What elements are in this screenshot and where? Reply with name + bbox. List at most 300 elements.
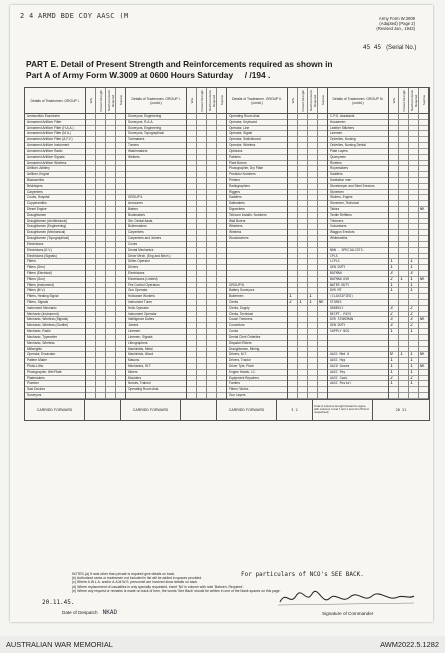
count-cell: 1 <box>399 277 408 283</box>
count-cell: 1 <box>409 277 418 283</box>
trade-cell: Dispatch Riders <box>227 341 287 347</box>
trade-cell: Pattern Maker <box>25 358 85 364</box>
trade-cell: BATMAN DVR <box>328 277 388 283</box>
trade-cell: Holloware Workers <box>126 294 186 300</box>
count-cell: 2 <box>288 300 297 306</box>
count-cell: 1 <box>409 288 418 294</box>
count-header-text: Posted Strength <box>401 89 406 112</box>
count-cell: 1 <box>389 358 398 364</box>
trade-cell: Mechanic, Wireless (Signals) <box>25 317 85 323</box>
trade-cell: Linemen <box>328 131 388 137</box>
trade-cell: Photographer, Wet Plate <box>25 370 85 376</box>
count-column <box>389 88 399 399</box>
trade-cell: Painters <box>227 155 287 161</box>
count-header <box>106 88 115 114</box>
trade-cell: Artificer, Artillery <box>25 166 85 172</box>
trade-cell: (CLASSIFIED) <box>328 294 388 300</box>
trade-cell: AASC Cook <box>328 376 388 382</box>
trade-cell: Turners <box>126 143 186 149</box>
trade-cell: Drivers, M.T. <box>227 352 287 358</box>
count-cell: 1 <box>409 265 418 271</box>
trade-cell: Bootmakers <box>126 213 186 219</box>
trade-cell: Watchmakers <box>126 149 186 155</box>
trade-cell: Draughtsmen (Architectural) <box>25 219 85 225</box>
trade-cell: Operator, Wireless <box>227 143 287 149</box>
trade-cell: Instrument Tuner <box>126 300 186 306</box>
title-line-2: Part A of Army Form W.3009 at 0600 Hours Saturday <box>26 70 234 80</box>
count-cell: 3 <box>409 317 418 323</box>
trade-cell: Operator, Switchboard <box>227 137 287 143</box>
trade-cell: Instrument Mechanic <box>25 306 85 312</box>
count-cell: 3 <box>389 271 398 277</box>
trade-cell: GEN DUTY <box>328 323 388 329</box>
count-cell: 1 <box>308 294 317 300</box>
trade-cell: Cooks, Hospital <box>25 195 85 201</box>
trade-cell: Operator, Excavator <box>25 352 85 358</box>
form-ref-line: (Adapted) (Page 2) <box>379 21 415 26</box>
trade-cell: Intelligence Duties <box>126 317 186 323</box>
details-header: Details of Tradesmen. GROUP I. <box>25 88 85 114</box>
trade-cell: Opticians <box>227 149 287 155</box>
count-cell <box>86 393 95 399</box>
trade-cell: Fitters (Gun) <box>25 277 85 283</box>
trade-cell: Saw Doctors <box>25 387 85 393</box>
count-header <box>399 88 408 114</box>
count-cell: 3 <box>389 306 398 312</box>
count-header <box>187 88 196 114</box>
trade-cell: Draughtsmen (Engineering) <box>25 224 85 230</box>
trade-cell: Fitters, Heating Signal <box>25 294 85 300</box>
trade-cell: WATER DUTY <box>328 283 388 289</box>
trade-cell: Drivers <box>126 265 186 271</box>
signature-label: Signature of Commander <box>322 611 374 616</box>
count-header <box>389 88 398 114</box>
trade-cell: Bakers <box>126 207 186 213</box>
trade-cell: Telecom Installn. Numbers <box>227 213 287 219</box>
trade-cell: Nurses, Trained <box>126 381 186 387</box>
trade-cell: Driller-Operator <box>126 259 186 265</box>
trade-cell: Quarrymen <box>328 155 388 161</box>
trade-cell: Leather Stitchers <box>328 126 388 132</box>
trade-cell: Armament Artificer Fitter <box>25 120 85 126</box>
trade-cell: Radiographers <box>227 184 287 190</box>
count-header-text: Surplus <box>320 95 325 106</box>
trade-cell: Draughtsmen (Mechanical) <box>25 230 85 236</box>
trade-cell: Tailors <box>328 207 388 213</box>
count-cell: NR <box>419 317 428 323</box>
trade-cell: Wall Borers <box>227 219 287 225</box>
trade-cell: Predictor Numbers <box>227 172 287 178</box>
trade-cell: Plate Layers <box>328 149 388 155</box>
trade-cell: Whitesmiths <box>328 236 388 242</box>
count-column <box>187 88 197 399</box>
trade-cell: Lithographers <box>126 341 186 347</box>
trade-cell: Battery Surveyors <box>227 288 287 294</box>
count-cell: 1 <box>389 265 398 271</box>
count-column <box>116 88 126 399</box>
trade-cell: Bricklayers <box>25 184 85 190</box>
count-cell: 1 <box>288 294 297 300</box>
trade-cell: Gun Layers <box>227 393 287 399</box>
count-column <box>288 88 298 399</box>
trade-cell: DVR MT <box>328 288 388 294</box>
trade-cell: Sanitation men <box>328 178 388 184</box>
trade-cell: Draughtsmen (Topographical) <box>25 236 85 242</box>
trade-cell: Welders <box>126 155 186 161</box>
count-cell: 2 <box>409 376 418 382</box>
trade-cell: Mechanic (Instrument) <box>25 312 85 318</box>
trade-cell: Fitters (M.V.) <box>25 288 85 294</box>
count-cell: 1 <box>409 352 418 358</box>
count-header <box>207 88 216 114</box>
count-column <box>197 88 207 399</box>
trade-cell: GEN DUTY <box>328 265 388 271</box>
count-cell: NR <box>419 207 428 213</box>
count-cell <box>298 393 307 399</box>
count-cell: NR <box>419 277 428 283</box>
trade-cell: Concretors <box>227 323 287 329</box>
trade-cell: Moulders <box>126 376 186 382</box>
trade-cell: Wireless <box>227 230 287 236</box>
count-header-text: Surplus <box>118 95 123 106</box>
count-header-text: Reinforcements Required <box>409 90 418 112</box>
trade-cell: Storekeeper and Steel Erectors <box>328 184 388 190</box>
trade-cell: Farriers <box>227 381 287 387</box>
count-cell: NR <box>419 364 428 370</box>
carried-label: CARRIED FORWARD <box>217 400 277 420</box>
trade-cell: C.P.O. Assistants <box>328 114 388 120</box>
trade-cell: Plant Borers <box>227 161 287 167</box>
count-header <box>217 88 226 114</box>
trade-cell: Driver Mech. (Eng and Mech.) <box>126 254 186 260</box>
count-cell <box>409 393 418 399</box>
count-cell <box>419 393 428 399</box>
trade-cell: Plumber <box>25 381 85 387</box>
count-cell: 1 <box>409 370 418 376</box>
handwritten-signature <box>276 588 416 608</box>
trade-cell: LCPLS <box>328 259 388 265</box>
details-column <box>25 88 86 399</box>
count-cell: 3 <box>409 271 418 277</box>
trade-cell: Wheelers <box>227 224 287 230</box>
trade-cell: Vulcanisers <box>328 224 388 230</box>
trade-cell: Fitters (Gen) <box>25 265 85 271</box>
count-header-text: Reinforcements Required <box>207 90 216 112</box>
count-cell: 3 <box>389 323 398 329</box>
form-ref-line: Army Form W.3009 <box>378 16 415 21</box>
trade-cell: STORES <box>328 300 388 306</box>
count-column <box>318 88 328 399</box>
trade-cell: Fire Control Operators <box>126 283 186 289</box>
trade-cell: Linemen <box>126 329 186 335</box>
trade-cell: Draughtsmen <box>25 213 85 219</box>
count-column <box>86 88 96 399</box>
count-header-text: Posted Strength <box>98 89 103 112</box>
count-cell <box>96 393 105 399</box>
trade-cell: Boilermen <box>227 294 287 300</box>
carried-label: CARRIED FORWARD <box>121 400 181 420</box>
count-cell: NR <box>419 352 428 358</box>
form-ref-line: (Revised Jan., 1943) <box>376 26 415 31</box>
trade-cell: Operator, Keyboard <box>227 120 287 126</box>
trade-cell: Armament Artificer Wireless <box>25 161 85 167</box>
trade-cell: Orderlies, Nursing Dental <box>328 143 388 149</box>
trade-cell: AASC Pay <box>328 370 388 376</box>
count-header <box>318 88 327 114</box>
trade-cell: Surveyors, Topographical <box>126 131 186 137</box>
trade-cell: Fitters, Signals <box>25 300 85 306</box>
count-cell: 1 <box>389 288 398 294</box>
trade-cell: Storemen <box>328 190 388 196</box>
trade-cell: Carpenters and Joiners <box>126 236 186 242</box>
trade-cell: Boilermakers <box>126 224 186 230</box>
trade-cell: Masons <box>126 358 186 364</box>
trade-cell: Surveyors, Engineering <box>126 126 186 132</box>
trade-cell: Ammunition Examiners <box>25 114 85 120</box>
count-cell: 1 <box>409 364 418 370</box>
count-header <box>288 88 297 114</box>
trade-cell: Stokers, Engine <box>328 195 388 201</box>
trade-cell: Drivers, Tractor <box>227 358 287 364</box>
trade-cell: Woodworkers <box>227 236 287 242</box>
trade-cell: Diesel Engine <box>25 207 85 213</box>
count-column <box>308 88 318 399</box>
count-cell: 2 <box>389 376 398 382</box>
trade-cell: Electricians <box>126 271 186 277</box>
trade-cell: Fitters (Instrument) <box>25 283 85 289</box>
details-header: Details of Tradesmen. GROUP III. (contd.) <box>328 88 388 114</box>
despatch-value: NKAD <box>102 609 118 616</box>
trade-cell: Textile Refitters <box>328 213 388 219</box>
trade-cell: Millwrights <box>25 347 85 353</box>
remarks: For particulars of NCO's SEE BACK. <box>241 571 364 578</box>
trade-cell: Orderlies, Nursing <box>328 137 388 143</box>
carried-blank <box>85 400 121 420</box>
count-header-text: W.E. <box>88 97 93 104</box>
count-column <box>399 88 409 399</box>
trade-cell: AASC Postal <box>328 381 388 387</box>
trade-cell: SUPPLY NCO <box>328 329 388 335</box>
count-cell: 1 <box>409 358 418 364</box>
archive-name: AUSTRALIAN WAR MEMORIAL <box>6 640 113 649</box>
unit-name: 2 4 ARMD BDE COY AASC (M <box>20 12 129 20</box>
trade-cell: Engine Hands, I.C. <box>227 370 287 376</box>
trade-cell: Photographer, Dry Plate <box>227 166 287 172</box>
trade-cell: CPLS <box>328 254 388 260</box>
count-cell: 1 <box>389 329 398 335</box>
trade-cell: Clerks, Supply <box>227 306 287 312</box>
trade-cell: Miners <box>126 370 186 376</box>
trade-cell: Storemen, Technical <box>328 201 388 207</box>
trade-cell: Armament Artificer Radio <box>25 149 85 155</box>
count-header-text: Posted Strength <box>199 89 204 112</box>
details-column <box>126 88 187 399</box>
trade-cell: Armament Artificer Fitter (H.A.A.) <box>25 126 85 132</box>
count-cell <box>308 393 317 399</box>
carried-values-col4: 28 21 <box>395 407 407 412</box>
trade-cell: Surveyors <box>25 393 85 399</box>
trade-cell: Electricians (Limited) <box>126 277 186 283</box>
details-column <box>227 88 288 399</box>
trade-cell: Machinists, Wood <box>126 352 186 358</box>
count-cell <box>116 393 125 399</box>
count-cell: NR <box>318 300 327 306</box>
count-header-text: Surplus <box>421 95 426 106</box>
table-columns <box>25 88 429 399</box>
strength-table <box>24 87 430 421</box>
count-column <box>419 88 429 399</box>
trade-cell: Mechanic, Typewriter <box>25 335 85 341</box>
trade-cell: Armament Artificer Signals <box>25 155 85 161</box>
trade-cell: RECPT. PAYS <box>328 312 388 318</box>
count-column <box>106 88 116 399</box>
archive-footer <box>0 636 445 653</box>
count-header-text: W.E. <box>189 97 194 104</box>
total-note: Total of columns brought forward to agree with columns 4 and 7 and 1 and 10 of Part A respectively <box>313 400 373 420</box>
count-cell <box>399 393 408 399</box>
carried-values-col3: 3 2 <box>277 400 313 420</box>
trade-cell: Dental Mechanics <box>126 248 186 254</box>
trade-cell: Equipment Repairers <box>227 376 287 382</box>
trade-cell: Coach Trimmers <box>227 317 287 323</box>
count-cell: 1 <box>298 300 307 306</box>
trade-cell: Riggers <box>227 190 287 196</box>
count-cell <box>217 393 226 399</box>
count-cell: 1 <box>308 300 317 306</box>
count-cell: 2 <box>389 277 398 283</box>
trade-cell: Saddlers <box>227 195 287 201</box>
trade-cell: Mechanic, Radio <box>25 329 85 335</box>
trade-cell: Blacksmiths <box>25 178 85 184</box>
count-cell: 1 <box>389 259 398 265</box>
count-header <box>308 88 317 114</box>
serial-label: (Serial No.) <box>386 45 417 51</box>
count-cell <box>197 393 206 399</box>
count-cell <box>207 393 216 399</box>
details-column <box>328 88 389 399</box>
count-column <box>217 88 227 399</box>
trade-cell: Instrument Operator <box>126 312 186 318</box>
trade-cell: Electricians <box>25 242 85 248</box>
trade-cell: ORDERLY <box>328 306 388 312</box>
details-header: Details of Tradesmen. GROUP II. (contd.) <box>227 88 287 114</box>
count-header-text: W.E. <box>391 97 396 104</box>
trade-cell: Clerks, Technical <box>227 312 287 318</box>
count-cell: 2 <box>409 312 418 318</box>
count-header-text: Surplus <box>219 95 224 106</box>
trade-cell: Signwriters <box>227 207 287 213</box>
count-cell <box>318 393 327 399</box>
trade-cell: Sailmakers <box>227 201 287 207</box>
trade-cell: Armament Artificer Instrument <box>25 143 85 149</box>
form-sheet <box>10 5 433 622</box>
trade-cell: Dental Clerk Orderlies <box>227 335 287 341</box>
trade-cell: AACO Gnoem <box>328 364 388 370</box>
trade-cell: Fitters <box>25 259 85 265</box>
serial-number <box>363 44 416 51</box>
trade-cell: Waggon Erectors <box>328 230 388 236</box>
trade-cell: Machinists, Metal <box>126 347 186 353</box>
trade-cell: BATMAN <box>328 271 388 277</box>
carried-label: CARRIED FORWARD <box>25 400 85 420</box>
carried-forward-row <box>25 399 429 420</box>
count-header <box>298 88 307 114</box>
count-cell: 1 <box>409 259 418 265</box>
trade-cell: Printers <box>227 178 287 184</box>
trade-cell: Artificer, Engine <box>25 172 85 178</box>
trade-cell: Operating Room Asst. <box>227 114 287 120</box>
trade-cell: Surveyors, Engineering <box>126 114 186 120</box>
despatch-date: 20.11.45. <box>42 599 75 606</box>
trade-cell: Riveters <box>328 161 388 167</box>
count-cell: 1 <box>389 283 398 289</box>
count-cell <box>288 393 297 399</box>
trade-cell: Operating Room Asst. <box>126 387 186 393</box>
trade-cell <box>126 393 186 399</box>
despatch-label: Date of Despatch <box>62 610 98 615</box>
count-cell: 1 <box>389 370 398 376</box>
count-header <box>116 88 125 114</box>
archive-id: AWM2022.5.1282 <box>380 640 439 649</box>
trade-cell: Armament Artificer Fitter (A.F.V.) <box>25 137 85 143</box>
trade-cell: Operator, Signal <box>227 131 287 137</box>
title-date: / /194 . <box>244 70 271 80</box>
trade-cell: Gun Operator <box>126 288 186 294</box>
count-column <box>96 88 106 399</box>
details-header: Details of Tradesmen. GROUP I. (contd.) <box>126 88 186 114</box>
count-cell: 1 <box>399 352 408 358</box>
count-cell: 1 <box>409 283 418 289</box>
trade-cell: Joiners <box>126 323 186 329</box>
trade-cell: Cooks <box>126 242 186 248</box>
trade-cell: Ste. Dental Assts. <box>126 219 186 225</box>
trade-cell: Carpenters <box>126 230 186 236</box>
trade-cell: Linemen, Signals <box>126 335 186 341</box>
count-cell: 1 <box>389 381 398 387</box>
despatch-label-row <box>62 609 117 616</box>
count-cell <box>187 393 196 399</box>
form-reference <box>376 16 415 31</box>
note-line: NOTES-(a) If rank other than private is required give details on back. <box>72 572 176 576</box>
trade-cell: Fitters (Electrical) <box>25 271 85 277</box>
form-title <box>26 59 426 81</box>
trade-cell: Hollo Operator <box>126 306 186 312</box>
trade-cell: Cooks <box>227 329 287 335</box>
trade-cell: Mechanic, Wireless <box>25 341 85 347</box>
count-cell <box>389 393 398 399</box>
trade-cell: Draughtsmen, Mining <box>227 347 287 353</box>
count-cell: 0 <box>389 352 398 358</box>
count-cell: 2 <box>389 312 398 318</box>
trade-cell: Mechanic, Wireless (Gunfire) <box>25 323 85 329</box>
trade-cell: Housemen <box>328 120 388 126</box>
trade-cell: Platemakers <box>25 376 85 382</box>
title-line-1: PART E. Detail of Present Strength and Reinforcements required as shown in <box>26 59 333 69</box>
trade-cell: Coppersmiths <box>25 201 85 207</box>
trade-cell: Toolmakers <box>126 137 186 143</box>
count-header <box>96 88 105 114</box>
count-cell: 2 <box>409 306 418 312</box>
trade-cell: Armament Artificer Fitter (M.A.) <box>25 131 85 137</box>
trade-cell: NON - SPECIALISTS. <box>328 248 388 254</box>
count-header <box>409 88 418 114</box>
count-cell: 1 <box>389 364 398 370</box>
trade-cell: Electricians (Signals) <box>25 254 85 260</box>
trade-cell: Electricians (E.V.) <box>25 248 85 254</box>
trade-cell: GROUP II. <box>126 195 186 201</box>
trade-cell: DVR STOREMAN <box>328 317 388 323</box>
count-header <box>419 88 428 114</box>
